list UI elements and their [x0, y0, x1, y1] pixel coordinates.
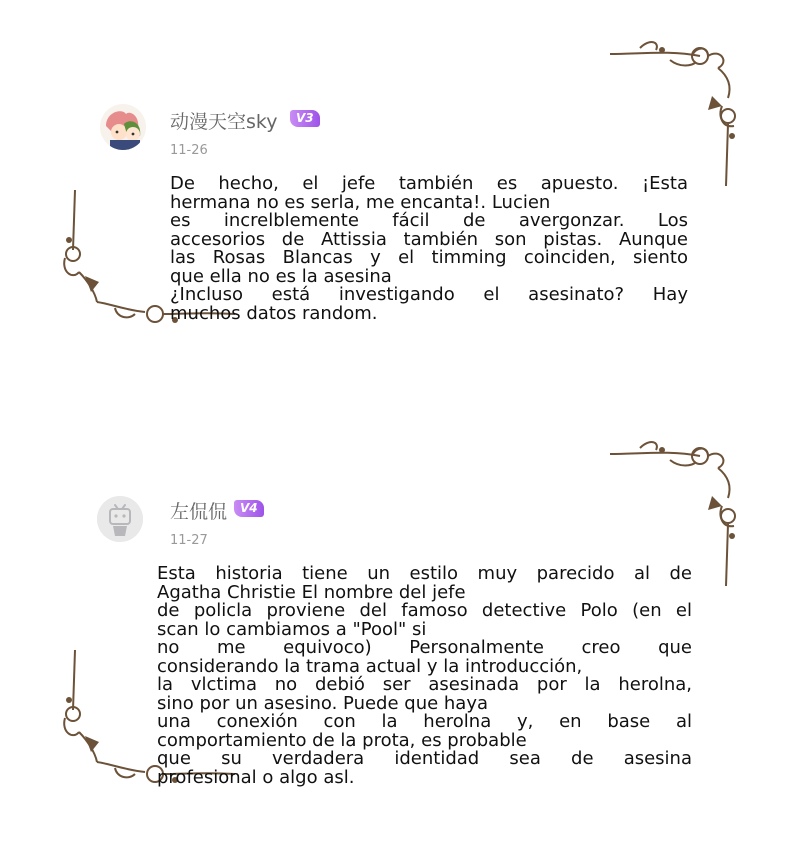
level-badge: V4: [234, 500, 264, 517]
text-line: las Rosas Blancas y el timming coinciden, siento: [170, 247, 688, 268]
tv-robot-avatar-icon: [97, 496, 143, 542]
text-line: Esta historia tiene un estilo muy parecido al de: [157, 563, 692, 584]
text-line: de policla proviene del famoso detective Polo (en el: [157, 600, 692, 621]
comment-2: [0, 400, 798, 863]
comment-date: 11-27: [170, 533, 208, 548]
text-line: que ella no es la asesina: [170, 265, 392, 287]
text-line: hermana no es serla, me encanta!. Lucien: [170, 191, 551, 213]
comment-date: 11-26: [170, 143, 208, 158]
level-badge: V3: [290, 110, 320, 127]
text-line: muchos datos random.: [170, 302, 378, 324]
text-line: comportamiento de la prota, es probable: [157, 729, 527, 751]
comment-text: [157, 565, 692, 787]
text-line: sino por un asesino. Puede que haya: [157, 692, 489, 714]
text-line: la vlctima no debió ser asesinada por la herolna,: [157, 674, 692, 695]
text-line: profesional o algo asl.: [157, 766, 355, 788]
avatar[interactable]: [100, 104, 146, 150]
comment-1: [0, 0, 798, 400]
username[interactable]: 动漫天空sky: [170, 111, 278, 133]
text-line: Agatha Christie El nombre del jefe: [157, 581, 466, 603]
text-line: que su verdadera identidad sea de asesina: [157, 748, 692, 769]
text-line: ¿Incluso está investigando el asesinato? Hay: [170, 284, 688, 305]
text-line: considerando la trama actual y la introducción,: [157, 655, 583, 677]
username[interactable]: 左侃侃: [170, 501, 228, 523]
text-line: no me equivoco) Personalmente creo que: [157, 637, 692, 658]
anime-avatar-icon: [100, 104, 146, 150]
text-line: De hecho, el jefe también es apuesto. ¡Esta: [170, 173, 688, 194]
flourish-ornament-icon: [600, 36, 750, 196]
comment-text: [170, 175, 688, 323]
text-line: scan lo cambiamos a "Pool" si: [157, 618, 427, 640]
text-line: accesorios de Attissia también son pistas. Aunque: [170, 228, 688, 250]
text-line: es increlblemente fácil de avergonzar. Los: [170, 210, 688, 231]
text-line: una conexión con la herolna y, en base al: [157, 711, 692, 732]
avatar[interactable]: [97, 496, 143, 542]
